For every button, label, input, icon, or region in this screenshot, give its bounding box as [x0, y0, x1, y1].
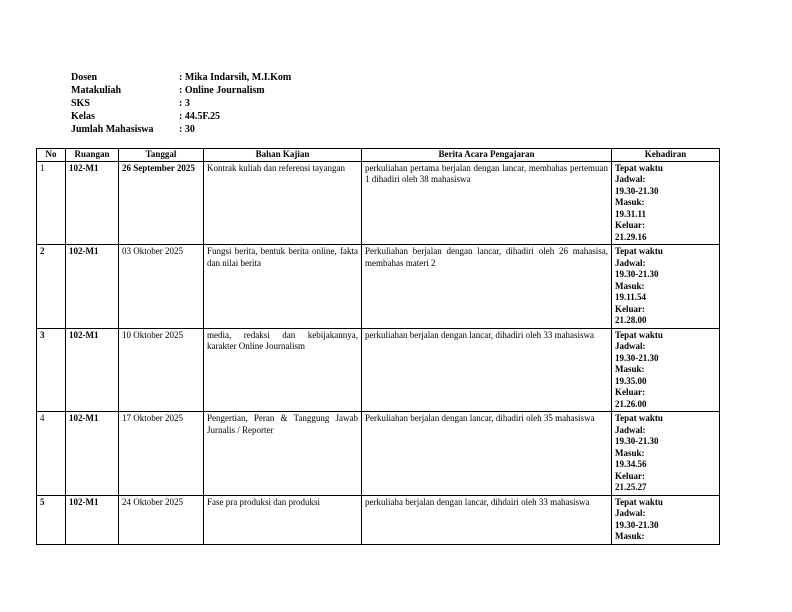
header-berita-acara: Berita Acara Pengajaran — [362, 149, 612, 162]
cell-kehadiran — [612, 328, 720, 412]
kehadiran-keluar-label: Keluar: — [615, 220, 645, 230]
info-value: : 44.5F.25 — [179, 111, 221, 122]
table-row — [37, 161, 720, 245]
kehadiran-keluar-label: Keluar: — [615, 387, 645, 397]
cell-berita-acara: Perkuliahan berjalan dengan lancar, dihadiri oleh 35 mahasiswa — [362, 412, 612, 496]
kehadiran-jadwal-label: Jadwal: — [615, 257, 646, 268]
header-kehadiran: Kehadiran — [612, 149, 720, 162]
cell-kehadiran — [612, 161, 720, 245]
cell-no: 4 — [37, 412, 66, 496]
kehadiran-masuk: 19.35.00 — [615, 375, 647, 386]
cell-tanggal: 24 Oktober 2025 — [119, 495, 204, 544]
kehadiran-masuk-label: Masuk: — [615, 364, 645, 374]
info-row-jumlah-mahasiswa — [71, 123, 291, 136]
kehadiran-keluar: 21.28.00 — [615, 315, 647, 325]
cell-ruangan: 102-M1 — [66, 412, 119, 496]
kehadiran-masuk-label: Masuk: — [615, 280, 645, 291]
kehadiran-status: Tepat waktu — [615, 329, 663, 340]
cell-kehadiran — [612, 495, 720, 544]
info-value: : 3 — [179, 98, 190, 109]
cell-no: 5 — [37, 495, 66, 544]
header-tanggal: Tanggal — [119, 149, 204, 162]
cell-tanggal: 17 Oktober 2025 — [119, 412, 204, 496]
cell-no: 1 — [37, 161, 66, 245]
info-label: SKS — [71, 98, 90, 109]
info-label: Dosen — [71, 72, 98, 83]
info-value: : Online Journalism — [179, 85, 265, 96]
kehadiran-keluar: 21.25.27 — [615, 482, 647, 492]
kehadiran-masuk: 19.11.54 — [615, 292, 647, 302]
cell-tanggal: 03 Oktober 2025 — [119, 245, 204, 329]
cell-tanggal: 26 September 2025 — [119, 161, 204, 245]
info-row-sks — [71, 97, 291, 110]
attendance-table — [36, 148, 720, 545]
table-row — [37, 495, 720, 544]
kehadiran-jadwal-label: Jadwal: — [615, 508, 646, 518]
kehadiran-jadwal: 19.30-21.30 — [615, 352, 659, 363]
info-value: : 30 — [179, 124, 195, 135]
kehadiran-status: Tepat waktu — [615, 246, 663, 256]
info-label: Jumlah Mahasiswa — [71, 124, 154, 135]
info-value: : Mika Indarsih, M.I.Kom — [179, 72, 292, 83]
cell-berita-acara: perkuliahan pertama berjalan dengan lancar, membahas pertemuan 1 dihadiri oleh 38 mahasiswa — [362, 161, 612, 245]
kehadiran-jadwal: 19.30-21.30 — [615, 436, 659, 446]
header-bahan-kajian: Bahan Kajian — [204, 149, 362, 162]
table-header-row — [37, 149, 720, 162]
cell-bahan-kajian: Pengertian, Peran & Tanggung Jawab Jurnalis / Reporter — [204, 412, 362, 496]
header-ruangan: Ruangan — [66, 149, 119, 162]
cell-bahan-kajian: Fungsi berita, bentuk berita online, fakta dan nilai berita — [204, 245, 362, 329]
kehadiran-masuk: 19.34.56 — [615, 459, 647, 469]
table-row — [37, 412, 720, 496]
cell-bahan-kajian: media, redaksi dan kebijakannya, karakter Online Journalism — [204, 328, 362, 412]
cell-bahan-kajian: Kontrak kuliah dan referensi tayangan — [204, 161, 362, 245]
table-row — [37, 328, 720, 412]
table-row — [37, 245, 720, 329]
cell-berita-acara: perkuliahan berjalan dengan lancar, dihadiri oleh 33 mahasiswa — [362, 328, 612, 412]
cell-no: 2 — [37, 245, 66, 329]
cell-ruangan: 102-M1 — [66, 245, 119, 329]
cell-kehadiran — [612, 412, 720, 496]
kehadiran-keluar: 21.29.16 — [615, 231, 647, 242]
kehadiran-jadwal: 19.30-21.30 — [615, 185, 659, 196]
kehadiran-jadwal-label: Jadwal: — [615, 174, 646, 184]
info-row-kelas — [71, 110, 291, 123]
kehadiran-keluar-label: Keluar: — [615, 470, 645, 481]
kehadiran-jadwal: 19.30-21.30 — [615, 519, 659, 530]
course-info — [71, 71, 291, 136]
cell-ruangan: 102-M1 — [66, 161, 119, 245]
cell-tanggal: 10 Oktober 2025 — [119, 328, 204, 412]
kehadiran-status: Tepat waktu — [615, 496, 663, 507]
cell-ruangan: 102-M1 — [66, 495, 119, 544]
header-no: No — [37, 149, 66, 162]
kehadiran-masuk-label: Masuk: — [615, 531, 645, 541]
cell-kehadiran — [612, 245, 720, 329]
kehadiran-keluar-label: Keluar: — [615, 303, 645, 314]
cell-bahan-kajian: Fase pra produksi dan produksi — [204, 495, 362, 544]
kehadiran-jadwal: 19.30-21.30 — [615, 269, 659, 279]
kehadiran-masuk: 19.31.11 — [615, 208, 647, 219]
cell-ruangan: 102-M1 — [66, 328, 119, 412]
cell-berita-acara: Perkuliahan berjalan dengan lancar, dihadiri oleh 26 mahasisa, membahas materi 2 — [362, 245, 612, 329]
info-label: Matakuliah — [71, 85, 122, 96]
kehadiran-status: Tepat waktu — [615, 413, 663, 423]
info-row-dosen — [71, 71, 291, 84]
kehadiran-status: Tepat waktu — [615, 162, 663, 173]
info-row-matakuliah — [71, 84, 291, 97]
kehadiran-jadwal-label: Jadwal: — [615, 424, 646, 435]
cell-berita-acara: perkuliaha berjalan dengan lancar, dihdairi oleh 33 mahasiswa — [362, 495, 612, 544]
kehadiran-masuk-label: Masuk: — [615, 447, 645, 458]
kehadiran-keluar: 21.26.00 — [615, 398, 647, 409]
info-label: Kelas — [71, 111, 95, 122]
cell-no: 3 — [37, 328, 66, 412]
kehadiran-jadwal-label: Jadwal: — [615, 341, 646, 351]
kehadiran-masuk-label: Masuk: — [615, 197, 645, 207]
